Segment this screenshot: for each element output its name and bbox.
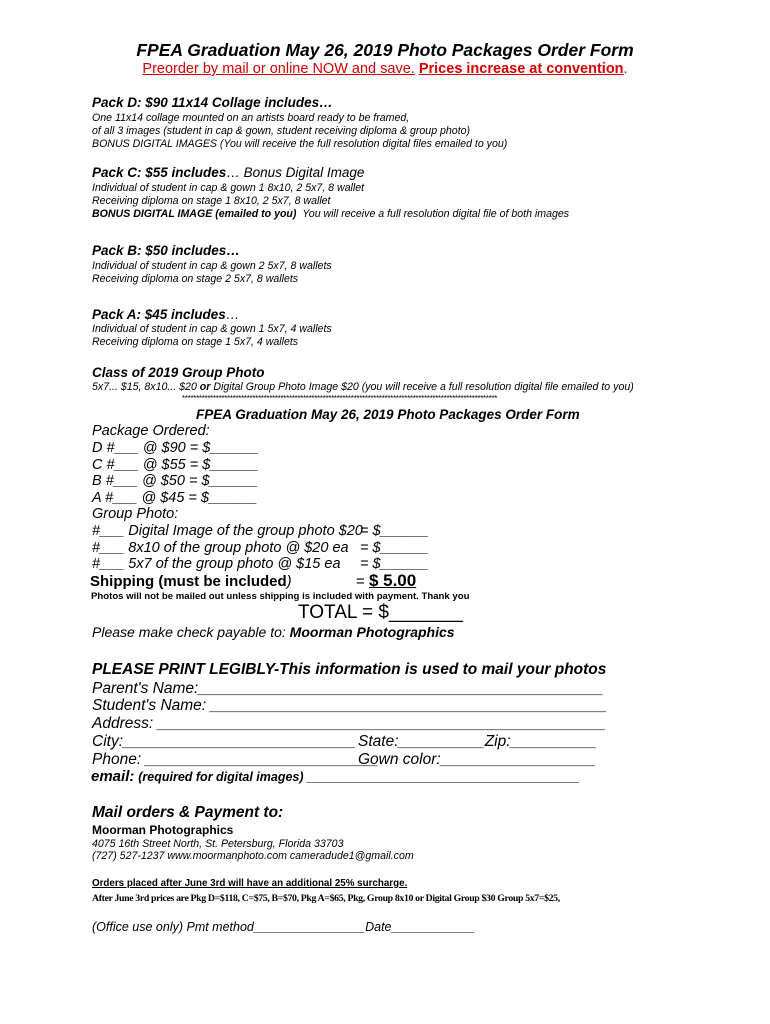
- stars-divider: ****************************************************************************************************************: [182, 394, 498, 403]
- students-name-field[interactable]: Student's Name: ______________________________________________: [92, 697, 607, 714]
- shipping-amount-row: [356, 571, 416, 591]
- company-contact: (727) 527-1237 www.moormanphoto.com cameradude1@gmail.com: [92, 850, 414, 862]
- group-5x7-row[interactable]: #___ 5x7 of the group photo @ $15 ea: [92, 556, 341, 572]
- shipping-eq: =: [356, 573, 369, 590]
- shipping-paren: ): [286, 573, 292, 590]
- email-label: email:: [91, 768, 135, 785]
- state-zip-field[interactable]: State:__________Zip:__________: [358, 733, 597, 750]
- pack-c-bonus-rest: You will receive a full resolution digital file of both images: [302, 208, 570, 220]
- package-c-row[interactable]: C #___ @ $55 = $______: [92, 457, 259, 473]
- preorder-notice: [0, 61, 770, 77]
- total-field[interactable]: TOTAL = $_______: [298, 602, 463, 623]
- pack-d-line: One 11x14 collage mounted on an artists board ready to be framed,: [92, 112, 410, 124]
- city-field[interactable]: City:___________________________: [92, 733, 356, 750]
- preorder-text: Preorder by mail or online NOW and save.: [142, 61, 415, 77]
- phone-field[interactable]: Phone: ___________________________: [92, 751, 379, 768]
- pack-c-line: Receiving diploma on stage 1 8x10, 2 5x7, 8 wallet: [92, 195, 331, 207]
- pack-a-heading-bold: Pack A: $45 includes: [92, 307, 226, 322]
- preorder-period: .: [623, 61, 628, 77]
- gown-color-field[interactable]: Gown color:__________________: [358, 751, 596, 768]
- pack-c-line: Individual of student in cap & gown 1 8x10, 2 5x7, 8 wallet: [92, 182, 365, 194]
- page-title: FPEA Graduation May 26, 2019 Photo Packages Order Form: [136, 40, 634, 60]
- surcharge-notice: Orders placed after June 3rd will have an additional 25% surcharge.: [92, 878, 408, 889]
- package-ordered-label: Package Ordered:: [92, 423, 210, 439]
- address-field[interactable]: Address: ____________________________________________________: [92, 715, 606, 732]
- group-photo-heading: Class of 2019 Group Photo: [92, 365, 265, 380]
- mail-orders-heading: Mail orders & Payment to:: [92, 804, 284, 821]
- price-increase-text: Prices increase at convention: [418, 61, 624, 77]
- pack-c-heading: [92, 165, 364, 180]
- check-payee: Moorman Photographics: [289, 624, 455, 640]
- pack-d-line: of all 3 images (student in cap & gown, student receiving diploma & group photo): [92, 125, 471, 137]
- email-field[interactable]: [91, 768, 580, 785]
- group-prices-or: or: [199, 381, 211, 393]
- group-photo-prices: [92, 381, 634, 393]
- print-legibly-heading: PLEASE PRINT LEGIBLY-This information is used to mail your photos: [92, 661, 607, 678]
- shipping-label: Shipping (must be included: [90, 573, 287, 590]
- pack-c-bonus-bold: BONUS DIGITAL IMAGE (emailed to you): [92, 208, 297, 220]
- pack-b-line: Receiving diploma on stage 2 5x7, 8 wallets: [92, 273, 299, 285]
- package-b-row[interactable]: B #___ @ $50 = $______: [92, 473, 258, 489]
- check-payable: [92, 624, 455, 640]
- email-note: (required for digital images): [138, 770, 304, 784]
- pack-d-line: BONUS DIGITAL IMAGES (You will receive the full resolution digital files emailed to you): [92, 138, 508, 150]
- order-form-title: FPEA Graduation May 26, 2019 Photo Packages Order Form: [196, 407, 580, 422]
- company-address: 4075 16th Street North, St. Petersburg, Florida 33703: [92, 838, 344, 850]
- group-8x10-total[interactable]: = $______: [360, 540, 429, 556]
- pack-a-line: Receiving diploma on stage 1 5x7, 4 wallets: [92, 336, 299, 348]
- office-use-field: (Office use only) Pmt method________________Date____________: [92, 920, 475, 934]
- group-prices-end: Digital Group Photo Image $20 (you will receive a full resolution digital file emailed to you): [210, 381, 634, 393]
- pack-c-heading-rest: … Bonus Digital Image: [226, 165, 365, 180]
- shipping-note: Photos will not be mailed out unless shipping is included with payment. Thank you: [91, 591, 470, 602]
- group-digital-row[interactable]: #___ Digital Image of the group photo $20: [92, 523, 363, 539]
- group-digital-total[interactable]: = $______: [360, 523, 429, 539]
- group-5x7-total[interactable]: = $______: [360, 556, 429, 572]
- package-a-row[interactable]: A #___ @ $45 = $______: [92, 490, 258, 506]
- pack-a-heading-rest: …: [225, 307, 240, 322]
- group-8x10-row[interactable]: #___ 8x10 of the group photo @ $20 ea: [92, 540, 349, 556]
- company-name: Moorman Photographics: [92, 823, 234, 837]
- pack-c-heading-bold: Pack C: $55 includes: [92, 165, 227, 180]
- pack-b-line: Individual of student in cap & gown 2 5x7, 8 wallets: [92, 260, 332, 272]
- group-photo-label: Group Photo:: [92, 506, 179, 522]
- pack-c-bonus: [92, 208, 569, 220]
- after-prices-notice: After June 3rd prices are Pkg D=$118, C=$75, B=$70, Pkg A=$65, Pkg, Group 8x10 or Digital Group $30 Group 5x7=$25,: [92, 893, 560, 904]
- package-d-row[interactable]: D #___ @ $90 = $______: [92, 440, 259, 456]
- check-prefix: Please make check payable to:: [92, 624, 290, 640]
- email-line: ___________________________________: [307, 768, 580, 784]
- group-prices-start: 5x7... $15, 8x10... $20: [92, 381, 200, 393]
- pack-d-heading: Pack D: $90 11x14 Collage includes…: [92, 95, 333, 110]
- shipping-amount: $ 5.00: [368, 571, 417, 590]
- pack-b-heading: Pack B: $50 includes…: [92, 243, 240, 258]
- shipping-row: [90, 573, 292, 590]
- parents-name-field[interactable]: Parent's Name:_______________________________________________: [92, 680, 604, 697]
- pack-a-line: Individual of student in cap & gown 1 5x7, 4 wallets: [92, 323, 332, 335]
- pack-a-heading: [92, 307, 239, 322]
